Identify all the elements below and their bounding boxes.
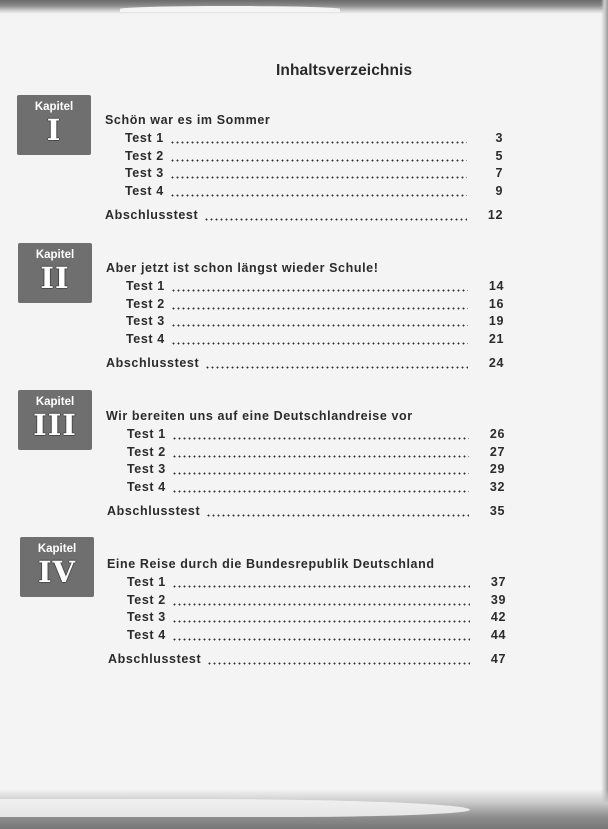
page-number: 37 xyxy=(490,575,506,589)
toc-entry[interactable]: Test 1 3 xyxy=(125,131,503,145)
chapter-badge-2 xyxy=(18,243,92,303)
chapter-numeral: I xyxy=(46,113,62,147)
toc-entry[interactable]: Test 2 39 xyxy=(127,593,506,607)
chapter-badge-label: Kapitel xyxy=(34,101,74,113)
chapter-badge-1 xyxy=(17,95,91,155)
chapter-badge-label: Kapitel xyxy=(35,249,75,261)
page-number: 24 xyxy=(488,356,504,370)
page-number: 16 xyxy=(488,297,504,311)
chapter-numeral: II xyxy=(40,261,70,295)
page-number: 42 xyxy=(490,610,506,624)
chapter-title-2: Aber jetzt ist schon längst wieder Schule! xyxy=(106,261,379,275)
toc-entry[interactable]: Test 3 19 xyxy=(126,314,504,328)
toc-entry-final[interactable]: Abschlusstest 24 xyxy=(106,356,504,370)
chapter-title-4: Eine Reise durch die Bundesrepublik Deutschland xyxy=(107,557,435,571)
scan-edge-right xyxy=(601,0,608,829)
page-number: 9 xyxy=(495,184,503,198)
chapter-title-3: Wir bereiten uns auf eine Deutschlandreise vor xyxy=(106,409,413,423)
chapter-numeral: III xyxy=(33,408,77,442)
page-number: 32 xyxy=(489,480,505,494)
toc-entry[interactable]: Test 3 42 xyxy=(127,610,506,624)
toc-entry[interactable]: Test 2 5 xyxy=(125,149,503,163)
toc-entry[interactable]: Test 3 29 xyxy=(127,462,505,476)
page-number: 21 xyxy=(488,332,504,346)
toc-entry-final[interactable]: Abschlusstest 12 xyxy=(105,208,503,222)
toc-entry[interactable]: Test 1 37 xyxy=(127,575,506,589)
toc-entry[interactable]: Test 3 7 xyxy=(125,166,503,180)
page-number: 35 xyxy=(489,504,505,518)
page-number: 5 xyxy=(495,149,503,163)
page-number: 19 xyxy=(488,314,504,328)
scan-edge-bottom xyxy=(0,789,608,829)
toc-entry[interactable]: Test 1 14 xyxy=(126,279,504,293)
chapter-badge-label: Kapitel xyxy=(37,543,77,555)
page-number: 44 xyxy=(490,628,506,642)
page-title: Inhaltsverzeichnis xyxy=(276,62,413,79)
toc-entry-final[interactable]: Abschlusstest 35 xyxy=(107,504,505,518)
chapter-badge-3 xyxy=(18,390,92,450)
page-number: 3 xyxy=(495,131,503,145)
toc-entry[interactable]: Test 4 9 xyxy=(125,184,503,198)
page-number: 14 xyxy=(488,279,504,293)
page-number: 29 xyxy=(489,462,505,476)
toc-entry[interactable]: Test 2 16 xyxy=(126,297,504,311)
toc-entry[interactable]: Test 2 27 xyxy=(127,445,505,459)
chapter-badge-4 xyxy=(20,537,94,597)
chapter-numeral: IV xyxy=(37,555,77,589)
chapter-badge-label: Kapitel xyxy=(35,396,75,408)
toc-entry[interactable]: Test 4 21 xyxy=(126,332,504,346)
chapter-title-1: Schön war es im Sommer xyxy=(105,113,271,127)
scan-edge-top xyxy=(0,0,608,14)
page-number: 7 xyxy=(495,166,503,180)
page-number: 26 xyxy=(489,427,505,441)
toc-entry-final[interactable]: Abschlusstest 47 xyxy=(108,652,506,666)
page-number: 39 xyxy=(490,593,506,607)
toc-entry[interactable]: Test 4 44 xyxy=(127,628,506,642)
page-number: 47 xyxy=(490,652,506,666)
toc-entry[interactable]: Test 1 26 xyxy=(127,427,505,441)
page-number: 27 xyxy=(489,445,505,459)
page-number: 12 xyxy=(487,208,503,222)
toc-entry[interactable]: Test 4 32 xyxy=(127,480,505,494)
